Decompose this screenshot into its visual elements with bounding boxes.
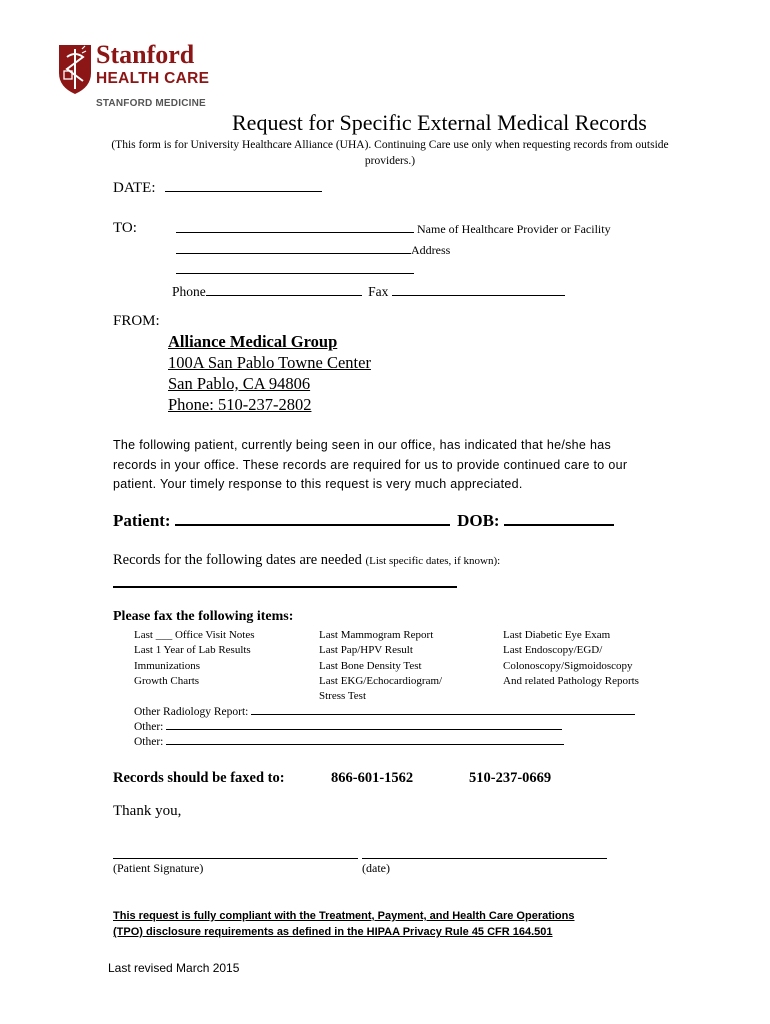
fax-item: Last Pap/HPV Result <box>319 644 413 657</box>
fax-item: Last Diabetic Eye Exam <box>503 629 611 641</box>
other-label-2: Other: <box>134 736 164 748</box>
provider-label: Name of Healthcare Provider or Facility <box>417 222 611 236</box>
dob-field[interactable] <box>504 523 614 526</box>
fax-item: Immunizations <box>134 659 200 672</box>
fax-item: Growth Charts <box>134 674 200 687</box>
fax-items-col-2 <box>319 628 442 704</box>
records-dates-hint: (List specific dates, if known): <box>365 555 501 567</box>
from-address-block <box>168 331 371 415</box>
address-label: Address <box>411 243 451 257</box>
date-field[interactable] <box>165 190 322 192</box>
fax-item: And related Pathology Reports <box>503 674 639 687</box>
patient-dob-row <box>113 511 614 531</box>
other-radiology-label: Other Radiology Report: <box>134 706 249 718</box>
from-street: 100A San Pablo Towne Center <box>168 353 371 372</box>
signature-label: (Patient Signature) <box>113 861 204 875</box>
provider-row <box>176 222 611 237</box>
fax-item: Last Endoscopy/EGD/ <box>503 644 603 657</box>
signature-field[interactable] <box>113 858 358 859</box>
compliance-notice <box>113 908 575 940</box>
address-row-2 <box>176 263 414 278</box>
stanford-health-care-logo <box>58 40 228 115</box>
signature-date-field[interactable] <box>362 858 607 859</box>
page-title: Request for Specific External Medical Records <box>232 110 647 135</box>
last-revised: Last revised March 2015 <box>108 961 240 975</box>
fax-items-col-3 <box>503 628 639 689</box>
fax-item: Last EKG/Echocardiogram/ <box>319 674 443 687</box>
fax-item: Last 1 Year of Lab Results <box>134 644 251 657</box>
other-label-1: Other: <box>134 721 164 733</box>
records-dates-field[interactable] <box>113 586 457 588</box>
fax-items-col-1 <box>134 628 255 689</box>
address-row <box>176 243 450 258</box>
fax-item: Last Bone Density Test <box>319 659 422 672</box>
fax-to-label: Records should be faxed to: <box>113 770 285 786</box>
from-name: Alliance Medical Group <box>168 332 338 351</box>
fax-items-heading: Please fax the following items: <box>113 609 294 624</box>
records-dates-label: Records for the following dates are needed <box>113 552 362 568</box>
thank-you: Thank you, <box>113 803 182 819</box>
other-field-2[interactable] <box>166 743 564 745</box>
dob-label: DOB: <box>457 511 500 530</box>
logo-word-stanford: Stanford <box>96 40 195 69</box>
address-field-2[interactable] <box>176 272 414 274</box>
from-label: FROM: <box>113 313 160 329</box>
fax-number-1: 866-601-1562 <box>331 770 414 786</box>
fax-label: Fax <box>368 284 389 299</box>
page-subtitle: (This form is for University Healthcare Alliance (UHA). Continuing Care use only when requesting records from outside providers.) <box>111 139 669 167</box>
fax-item: Last ___ Office Visit Notes <box>134 629 255 641</box>
from-phone: Phone: 510-237-2802 <box>168 395 312 414</box>
phone-label: Phone <box>172 284 206 299</box>
address-field-1[interactable] <box>176 252 411 254</box>
provider-name-field[interactable] <box>176 231 414 233</box>
other-radiology-field[interactable] <box>251 713 635 715</box>
logo-word-stanford-medicine: STANFORD MEDICINE <box>96 98 206 109</box>
date-row <box>113 180 322 197</box>
other-field-1[interactable] <box>166 728 562 730</box>
fax-number-2: 510-237-0669 <box>469 770 552 786</box>
phone-fax-row <box>172 284 565 300</box>
to-label: TO: <box>113 220 137 236</box>
other-row-1 <box>134 721 562 733</box>
from-city: San Pablo, CA 94806 <box>168 374 311 393</box>
phone-field[interactable] <box>206 294 362 296</box>
date-label: DATE: <box>113 180 156 196</box>
fax-item: Last Mammogram Report <box>319 629 434 641</box>
fax-item: Colonoscopy/Sigmoidoscopy <box>503 659 633 672</box>
other-radiology-row <box>134 706 635 718</box>
compliance-line-1: This request is fully compliant with the Treatment, Payment, and Health Care Operations <box>113 910 575 922</box>
fax-item: Stress Test <box>319 690 367 703</box>
other-row-2 <box>134 736 564 748</box>
compliance-line-2: (TPO) disclosure requirements as defined in the HIPAA Privacy Rule 45 CFR 164.501 <box>113 926 553 938</box>
records-dates-row <box>113 552 500 569</box>
stanford-shield-icon <box>58 43 92 95</box>
intro-paragraph: The following patient, currently being seen in our office, has indicated that he/she has records in your office. These records are required for us to provide continued care to our patient. Your timely response to this request is very much appreciated. <box>113 438 628 491</box>
signature-date-label: (date) <box>362 861 390 875</box>
logo-word-health-care: HEALTH CARE <box>96 70 210 87</box>
fax-field[interactable] <box>392 294 565 296</box>
patient-label: Patient: <box>113 511 171 530</box>
patient-field[interactable] <box>175 523 450 526</box>
